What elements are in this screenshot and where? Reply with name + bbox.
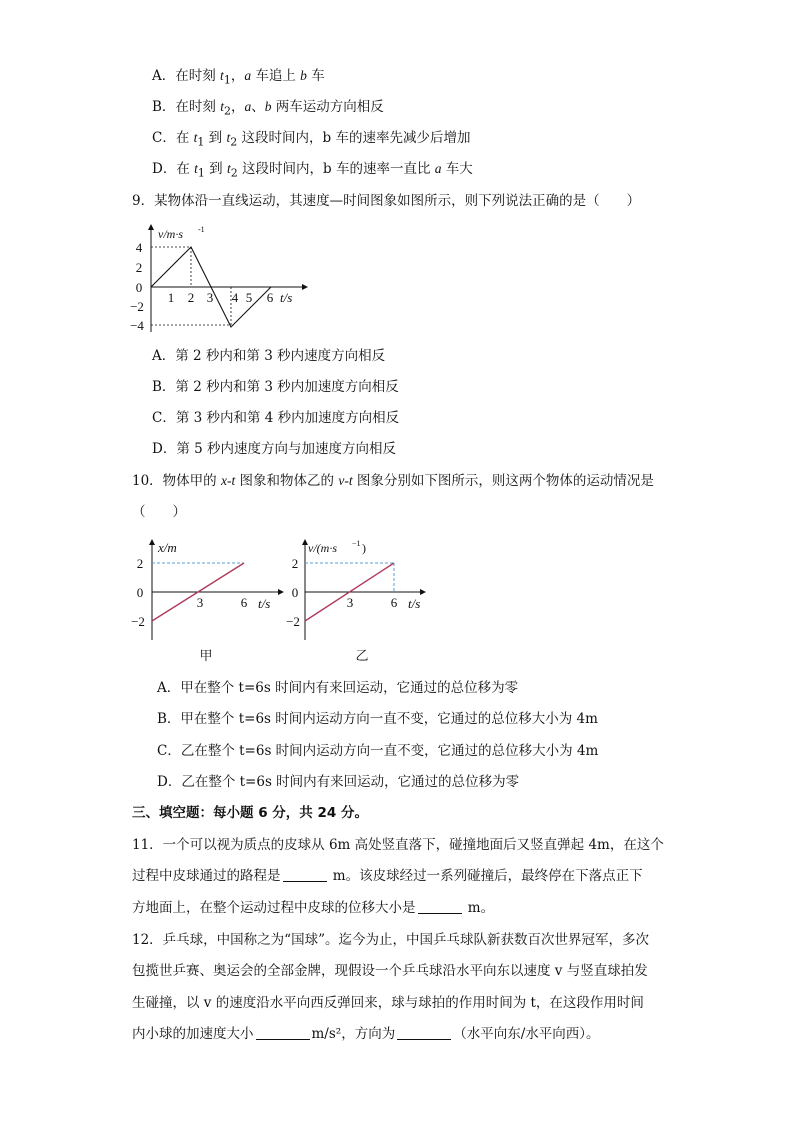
q9-xtick-6: 6 xyxy=(266,290,274,305)
q9-xtick-5: 5 xyxy=(245,290,253,305)
q8-option-b: B．在时刻 $t_2$，a、b 两车运动方向相反 xyxy=(152,99,384,118)
q9-stem: 9．某物体沿一直线运动，其速度—时间图象如图所示，则下列说法正确的是（ ） xyxy=(132,193,641,209)
q9-xtick-2: 2 xyxy=(187,290,195,305)
q10-option-c: C．乙在整个 t=6s 时间内运动方向一直不变，它通过的总位移大小为 4m xyxy=(157,743,599,759)
q12-line1: 12．乒乓球，中国称之为“国球”。迄今为止，中国乒乓球队新获数百次世界冠军，多次 xyxy=(132,932,649,948)
q12-blank-2[interactable] xyxy=(397,1025,451,1040)
q10-graph-yi xyxy=(280,536,440,666)
q8-option-a: A．在时刻 $t_1$，a 车追上 b 车 xyxy=(152,68,325,87)
q9-ylabel: v/m·s xyxy=(158,227,183,241)
q10-graph-jia xyxy=(131,536,288,666)
yi-ylabel: v/(m·s xyxy=(308,541,337,555)
q9-option-d: D．第 5 秒内速度方向与加速度方向相反 xyxy=(152,441,396,457)
q9-ytick-m4: −4 xyxy=(130,318,144,333)
q9-xlabel: t/s xyxy=(280,290,293,305)
jia-ytick-0: 0 xyxy=(136,585,144,600)
q9-vt-graph xyxy=(128,222,308,334)
q12-blank-1[interactable] xyxy=(256,1025,310,1040)
q11-line1: 11．一个可以视为质点的皮球从 6m 高处竖直落下，碰撞地面后又竖直弹起 4m，在这个 xyxy=(132,837,664,853)
yi-xlabel: t/s xyxy=(408,596,421,611)
q9-ytick-m2: −2 xyxy=(130,299,144,314)
q9-xtick-3: 3 xyxy=(206,290,214,305)
yi-ytick-m2: −2 xyxy=(286,614,300,629)
jia-xtick-6: 6 xyxy=(240,595,248,610)
jia-xlabel: t/s xyxy=(258,596,271,611)
jia-xtick-3: 3 xyxy=(196,595,204,610)
q9-ytick-0: 0 xyxy=(135,280,143,295)
yi-xtick-6: 6 xyxy=(390,595,398,610)
q11-blank-2[interactable] xyxy=(418,899,462,914)
q12-line4: 内小球的加速度大小 m/s²，方向为 （水平向东/水平向西）。 xyxy=(132,1026,600,1042)
q9-ytick-4: 4 xyxy=(135,240,143,255)
q11-blank-1[interactable] xyxy=(283,867,327,882)
q9-y-axis-arrow xyxy=(148,224,154,230)
q11-line2: 过程中皮球通过的路程是 m。该皮球经过一系列碰撞后，最终停在下落点正下 xyxy=(132,868,643,884)
q10-paren: （ ） xyxy=(132,504,186,520)
jia-ytick-m2: −2 xyxy=(131,614,145,629)
q12-line3: 生碰撞，以 v 的速度沿水平向西反弹回来，球与球拍的作用时间为 t，在这段作用时间 xyxy=(132,995,644,1011)
yi-xtick-3: 3 xyxy=(346,595,354,610)
q10-option-b: B．甲在整个 t=6s 时间内运动方向一直不变，它通过的总位移大小为 4m xyxy=(157,711,598,727)
jia-ylabel: x/m xyxy=(158,540,177,555)
yi-caption: 乙 xyxy=(355,648,369,663)
q8-option-c: C．在 $t_1$ 到 $t_2$ 这段时间内，b 车的速率先减少后增加 xyxy=(152,130,471,149)
section3-title: 三、填空题：每小题 6 分，共 24 分。 xyxy=(132,805,368,821)
yi-x-axis-arrow xyxy=(420,589,426,595)
q8-option-d: D．在 $t_1$ 到 $t_2$ 这段时间内，b 车的速率一直比 a 车大 xyxy=(152,161,473,180)
jia-caption: 甲 xyxy=(199,648,213,663)
q9-xtick-1: 1 xyxy=(167,290,175,305)
jia-ytick-2: 2 xyxy=(136,556,144,571)
yi-ylabel-end: ) xyxy=(362,541,366,555)
q10-option-d: D．乙在整个 t=6s 时间内有来回运动，它通过的总位移为零 xyxy=(157,774,520,790)
yi-ytick-2: 2 xyxy=(291,556,299,571)
q9-option-a: A．第 2 秒内和第 3 秒内速度方向相反 xyxy=(152,348,386,364)
q9-option-c: C．第 3 秒内和第 4 秒内加速度方向相反 xyxy=(152,410,400,426)
yi-ytick-0: 0 xyxy=(291,585,299,600)
q11-line3: 方地面上，在整个运动过程中皮球的位移大小是 m。 xyxy=(132,900,495,916)
q10-stem: 10．物体甲的 x-t 图象和物体乙的 v-t 图象分别如下图所示，则这两个物体的运动情况是 xyxy=(132,473,654,489)
q9-xtick-4: 4 xyxy=(231,290,239,305)
q9-option-b: B．第 2 秒内和第 3 秒内加速度方向相反 xyxy=(152,379,399,395)
q12-line2: 包揽世乒赛、奥运会的全部金牌，现假设一个乒乓球沿水平向东以速度 v 与竖直球拍发 xyxy=(132,963,648,979)
yi-ylabel-sup: −1 xyxy=(352,539,361,548)
q10-option-a: A．甲在整个 t=6s 时间内有来回运动，它通过的总位移为零 xyxy=(157,680,519,696)
q9-ylabel-sup: -1 xyxy=(198,225,205,234)
q9-ytick-2: 2 xyxy=(135,260,143,275)
jia-y-axis-arrow xyxy=(149,539,155,545)
q9-x-axis-arrow xyxy=(302,284,308,290)
